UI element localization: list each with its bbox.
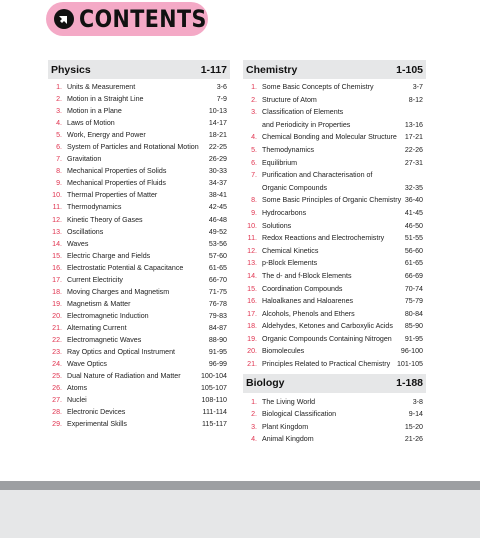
chapter-pages: 8-12 xyxy=(408,95,423,104)
chapter-number: 29. xyxy=(52,420,62,429)
chapter-number: 12. xyxy=(52,215,62,224)
chapter-number: 16. xyxy=(247,297,257,306)
chemistry-chapter-row xyxy=(243,333,426,346)
physics-section-pages: 1-117 xyxy=(200,63,227,76)
chapter-pages: 27-31 xyxy=(404,158,423,167)
chapter-number: 13. xyxy=(247,259,257,268)
biology-chapter-row xyxy=(243,396,426,409)
chapter-pages: 22-26 xyxy=(404,145,423,154)
chapter-title: Waves xyxy=(67,239,89,248)
chemistry-chapter-row xyxy=(243,182,426,195)
chemistry-chapter-row xyxy=(243,295,426,308)
chapter-pages: 61-65 xyxy=(208,263,227,272)
chapter-pages: 18-21 xyxy=(208,131,227,140)
chapter-pages: 79-83 xyxy=(208,311,227,320)
chapter-number: 25. xyxy=(52,372,62,381)
chapter-title: Nuclei xyxy=(67,396,87,405)
physics-chapter-row xyxy=(48,141,230,153)
chapter-title: Electromagnetic Waves xyxy=(67,335,142,344)
chapter-pages: 49-52 xyxy=(208,227,227,236)
chemistry-chapter-row xyxy=(243,131,426,144)
chapter-title: Atoms xyxy=(67,384,88,393)
chapter-number: 3. xyxy=(56,107,62,116)
chapter-number: 10. xyxy=(247,221,257,230)
chapter-number: 16. xyxy=(52,263,62,272)
biology-chapter-row xyxy=(243,421,426,434)
chapter-number: 8. xyxy=(56,167,62,176)
physics-chapter-row xyxy=(48,117,230,129)
chapter-title: Motion in a Straight Line xyxy=(67,95,144,104)
chapter-pages: 46-50 xyxy=(404,221,423,230)
chemistry-chapter-list xyxy=(243,79,426,371)
physics-chapter-row xyxy=(48,418,230,430)
chapter-pages: 41-45 xyxy=(404,208,423,217)
chapter-pages: 96-100 xyxy=(400,347,423,356)
contents-title-badge xyxy=(46,2,208,36)
chapter-title: Magnetism & Matter xyxy=(67,299,131,308)
chapter-pages: 66-69 xyxy=(404,271,423,280)
chapter-number: 4. xyxy=(56,119,62,128)
chapter-title: Units & Measurement xyxy=(67,83,136,91)
chapter-number: 23. xyxy=(52,348,62,357)
physics-chapter-row xyxy=(48,214,230,226)
chapter-title: Coordination Compounds xyxy=(262,284,343,293)
chapter-pages: 66-70 xyxy=(208,275,227,284)
chemistry-chapter-row xyxy=(243,283,426,296)
chapter-title: Plant Kingdom xyxy=(262,422,309,431)
chapter-title: Purification and Characterisation of xyxy=(262,171,373,180)
chapter-title: Thermodynamics xyxy=(67,203,122,212)
chapter-pages: 38-41 xyxy=(208,191,227,200)
physics-chapter-row xyxy=(48,262,230,274)
chapter-title: Alcohols, Phenols and Ethers xyxy=(262,309,355,318)
biology-section-header xyxy=(243,374,426,393)
chapter-title: Experimental Skills xyxy=(67,420,127,429)
chemistry-chapter-row xyxy=(243,257,426,270)
chemistry-chapter-row xyxy=(243,144,426,157)
chapter-number: 1. xyxy=(251,83,257,91)
chapter-number: 3. xyxy=(251,422,257,431)
chapter-title: Moving Charges and Magnetism xyxy=(67,287,170,296)
physics-chapter-row xyxy=(48,334,230,346)
chapter-pages: 84-87 xyxy=(208,323,227,332)
chapter-title: Animal Kingdom xyxy=(262,435,314,444)
chapter-title: Dual Nature of Radiation and Matter xyxy=(67,372,181,381)
chapter-number: 7. xyxy=(56,155,62,164)
chapter-number: 8. xyxy=(251,196,257,205)
chapter-title: Some Basic Concepts of Chemistry xyxy=(262,83,374,91)
chapter-pages: 76-78 xyxy=(208,299,227,308)
chemistry-chapter-row xyxy=(243,157,426,170)
chapter-title: Principles Related to Practical Chemistry xyxy=(262,360,391,369)
chapter-pages: 108-110 xyxy=(201,396,227,405)
chapter-pages: 105-107 xyxy=(200,384,227,393)
chapter-pages: 91-95 xyxy=(404,334,423,343)
chapter-title: and Periodicity in Properties xyxy=(262,120,351,129)
chapter-number: 9. xyxy=(251,208,257,217)
chapter-pages: 51-55 xyxy=(404,234,423,243)
chapter-pages: 3-8 xyxy=(412,397,423,406)
chapter-number: 14. xyxy=(52,239,62,248)
chapter-title: Biological Classification xyxy=(262,410,337,419)
chapter-number: 21. xyxy=(52,323,62,332)
biology-chapter-row xyxy=(243,433,426,446)
chapter-number: 11. xyxy=(247,234,257,243)
chapter-number: 17. xyxy=(247,309,257,318)
chemistry-chapter-row xyxy=(243,220,426,233)
chapter-number: 22. xyxy=(52,335,62,344)
chapter-pages: 3-6 xyxy=(216,83,227,91)
physics-chapter-row xyxy=(48,382,230,394)
chemistry-section-title: Chemistry xyxy=(246,63,298,76)
chapter-title: Electric Charge and Fields xyxy=(67,251,151,260)
chapter-title: Gravitation xyxy=(67,155,102,164)
chemistry-chapter-row xyxy=(243,169,426,182)
chapter-title: Wave Optics xyxy=(67,360,107,369)
physics-chapter-row xyxy=(48,394,230,406)
page-title: CONTENTS xyxy=(79,5,207,33)
physics-chapter-row xyxy=(48,165,230,177)
chapter-pages: 53-56 xyxy=(208,239,227,248)
chapter-number: 1. xyxy=(251,397,257,406)
chapter-pages: 80-84 xyxy=(404,309,423,318)
chapter-title: The d- and f-Block Elements xyxy=(262,271,352,280)
chemistry-chapter-row xyxy=(243,308,426,321)
chapter-number: 18. xyxy=(247,322,257,331)
chapter-pages: 7-9 xyxy=(216,95,227,104)
chapter-number: 21. xyxy=(247,360,257,369)
chapter-pages: 115-117 xyxy=(202,420,227,429)
chemistry-chapter-row xyxy=(243,232,426,245)
physics-chapter-row xyxy=(48,201,230,213)
chapter-title: Current Electricity xyxy=(67,275,123,284)
chapter-number: 6. xyxy=(251,158,257,167)
chapter-number: 15. xyxy=(247,284,257,293)
chemistry-chapter-row xyxy=(243,270,426,283)
chemistry-section-header xyxy=(243,60,426,79)
footer-band xyxy=(0,481,480,490)
chapter-number: 5. xyxy=(56,131,62,140)
chapter-title: Oscillations xyxy=(67,227,104,236)
chapter-number: 18. xyxy=(52,287,62,296)
physics-chapter-row xyxy=(48,177,230,189)
physics-column xyxy=(48,60,230,430)
chapter-number: 4. xyxy=(251,435,257,444)
chapter-title: Thermal Properties of Matter xyxy=(67,191,158,200)
chemistry-chapter-row xyxy=(243,94,426,107)
chapter-pages: 26-29 xyxy=(208,155,227,164)
chapter-title: Alternating Current xyxy=(67,323,127,332)
chapter-number: 5. xyxy=(251,145,257,154)
chapter-number: 2. xyxy=(251,95,257,104)
physics-chapter-row xyxy=(48,153,230,165)
chapter-title: The Living World xyxy=(262,397,316,406)
physics-chapter-row xyxy=(48,286,230,298)
chapter-pages: 56-60 xyxy=(404,246,423,255)
chapter-number: 1. xyxy=(56,83,62,91)
biology-chapter-list xyxy=(243,393,426,446)
chemistry-chapter-row xyxy=(243,81,426,94)
chapter-number: 3. xyxy=(251,108,257,117)
chapter-number: 10. xyxy=(52,191,62,200)
chapter-number: 13. xyxy=(52,227,62,236)
chapter-title: Motion in a Plane xyxy=(67,107,122,116)
chapter-title: Redox Reactions and Electrochemistry xyxy=(262,234,385,243)
chapter-pages: 14-17 xyxy=(208,119,227,128)
chapter-pages: 10-13 xyxy=(208,107,227,116)
chapter-pages: 9-14 xyxy=(408,410,423,419)
chapter-pages: 21-26 xyxy=(404,435,423,444)
chapter-number: 26. xyxy=(52,384,62,393)
chapter-title: Organic Compounds Containing Nitrogen xyxy=(262,334,392,343)
physics-chapter-row xyxy=(48,406,230,418)
chapter-pages: 30-33 xyxy=(208,167,227,176)
chapter-title: Mechanical Properties of Fluids xyxy=(67,179,166,188)
physics-chapter-row xyxy=(48,81,230,93)
chapter-pages: 100-104 xyxy=(200,372,227,381)
chapter-number: 28. xyxy=(52,408,62,417)
chapter-number: 19. xyxy=(247,334,257,343)
chemistry-chapter-row xyxy=(243,119,426,132)
chapter-title: p-Block Elements xyxy=(262,259,318,268)
chapter-title: Ray Optics and Optical Instrument xyxy=(67,348,176,357)
physics-section-header xyxy=(48,60,230,79)
chapter-title: System of Particles and Rotational Motion xyxy=(67,143,199,152)
chapter-pages: 88-90 xyxy=(208,335,227,344)
chapter-number: 7. xyxy=(251,171,257,180)
chapter-pages: 85-90 xyxy=(404,322,423,331)
physics-section-title: Physics xyxy=(51,63,91,76)
chemistry-chapter-row xyxy=(243,345,426,358)
chapter-title: Work, Energy and Power xyxy=(67,131,146,140)
chapter-number: 2. xyxy=(251,410,257,419)
chemistry-chapter-row xyxy=(243,207,426,220)
arrow-icon xyxy=(54,9,74,29)
physics-chapter-row xyxy=(48,129,230,141)
chapter-title: Aldehydes, Ketones and Carboxylic Acids xyxy=(262,322,393,331)
physics-chapter-row xyxy=(48,310,230,322)
chapter-pages: 61-65 xyxy=(404,259,423,268)
chapter-title: Organic Compounds xyxy=(262,183,328,192)
chapter-pages: 111-114 xyxy=(202,408,227,417)
physics-chapter-row xyxy=(48,346,230,358)
chapter-title: Some Basic Principles of Organic Chemistry xyxy=(262,196,402,205)
chapter-title: Electromagnetic Induction xyxy=(67,311,149,320)
physics-chapter-row xyxy=(48,105,230,117)
physics-chapter-row xyxy=(48,250,230,262)
physics-chapter-row xyxy=(48,298,230,310)
chapter-pages: 13-16 xyxy=(404,120,423,129)
physics-chapter-row xyxy=(48,93,230,105)
chapter-pages: 15-20 xyxy=(404,422,423,431)
chapter-number: 27. xyxy=(52,396,62,405)
physics-chapter-row xyxy=(48,238,230,250)
chapter-pages: 57-60 xyxy=(208,251,227,260)
chapter-number: 17. xyxy=(52,275,62,284)
chapter-pages: 3-7 xyxy=(412,83,423,91)
chapter-title: Haloalkanes and Haloarenes xyxy=(262,297,354,306)
chapter-title: Solutions xyxy=(262,221,292,230)
physics-chapter-row xyxy=(48,358,230,370)
chapter-pages: 71-75 xyxy=(208,287,227,296)
chapter-title: Biomolecules xyxy=(262,347,305,356)
chapter-number: 4. xyxy=(251,133,257,142)
chapter-title: Hydrocarbons xyxy=(262,208,307,217)
chapter-pages: 70-74 xyxy=(404,284,423,293)
physics-chapter-row xyxy=(48,274,230,286)
biology-section-title: Biology xyxy=(246,377,285,390)
chapter-number: 24. xyxy=(52,360,62,369)
chapter-pages: 42-45 xyxy=(208,203,227,212)
chapter-pages: 36-40 xyxy=(404,196,423,205)
chapter-number: 14. xyxy=(247,271,257,280)
chapter-title: Electronic Devices xyxy=(67,408,126,417)
chapter-title: Classification of Elements xyxy=(262,108,344,117)
physics-chapter-list xyxy=(48,79,230,430)
chapter-number: 9. xyxy=(56,179,62,188)
biology-chapter-row xyxy=(243,408,426,421)
chemistry-chapter-row xyxy=(243,245,426,258)
chemistry-chapter-row xyxy=(243,320,426,333)
chapter-number: 2. xyxy=(56,95,62,104)
chapter-title: Chemical Kinetics xyxy=(262,246,319,255)
chapter-title: Mechanical Properties of Solids xyxy=(67,167,167,176)
chapter-pages: 22-25 xyxy=(208,143,227,152)
biology-section-pages: 1-188 xyxy=(396,377,423,390)
chapter-pages: 101-105 xyxy=(396,360,423,369)
chapter-pages: 32-35 xyxy=(404,183,423,192)
chemistry-chapter-row xyxy=(243,106,426,119)
chapter-pages: 96-99 xyxy=(208,360,227,369)
chapter-title: Themodynamics xyxy=(262,145,315,154)
chapter-title: Chemical Bonding and Molecular Structure xyxy=(262,133,397,142)
chapter-number: 12. xyxy=(247,246,257,255)
chemistry-section-pages: 1-105 xyxy=(396,63,423,76)
chapter-pages: 75-79 xyxy=(404,297,423,306)
physics-chapter-row xyxy=(48,322,230,334)
physics-chapter-row xyxy=(48,370,230,382)
chapter-number: 11. xyxy=(52,203,62,212)
chapter-number: 20. xyxy=(52,311,62,320)
chapter-pages: 34-37 xyxy=(208,179,227,188)
chapter-number: 19. xyxy=(52,299,62,308)
chapter-pages: 17-21 xyxy=(404,133,423,142)
chapter-pages: 91-95 xyxy=(208,348,227,357)
chapter-number: 20. xyxy=(247,347,257,356)
chapter-pages: 46-48 xyxy=(208,215,227,224)
chapter-title: Laws of Motion xyxy=(67,119,115,128)
chapter-title: Equilibrium xyxy=(262,158,298,167)
chemistry-chapter-row xyxy=(243,194,426,207)
chapter-number: 6. xyxy=(56,143,62,152)
chapter-title: Structure of Atom xyxy=(262,95,317,104)
chapter-title: Electrostatic Potential & Capacitance xyxy=(67,263,184,272)
chemistry-biology-column xyxy=(243,60,426,446)
chemistry-chapter-row xyxy=(243,358,426,371)
physics-chapter-row xyxy=(48,226,230,238)
chapter-title: Kinetic Theory of Gases xyxy=(67,215,143,224)
physics-chapter-row xyxy=(48,189,230,201)
chapter-number: 15. xyxy=(52,251,62,260)
footer-area xyxy=(0,490,480,538)
